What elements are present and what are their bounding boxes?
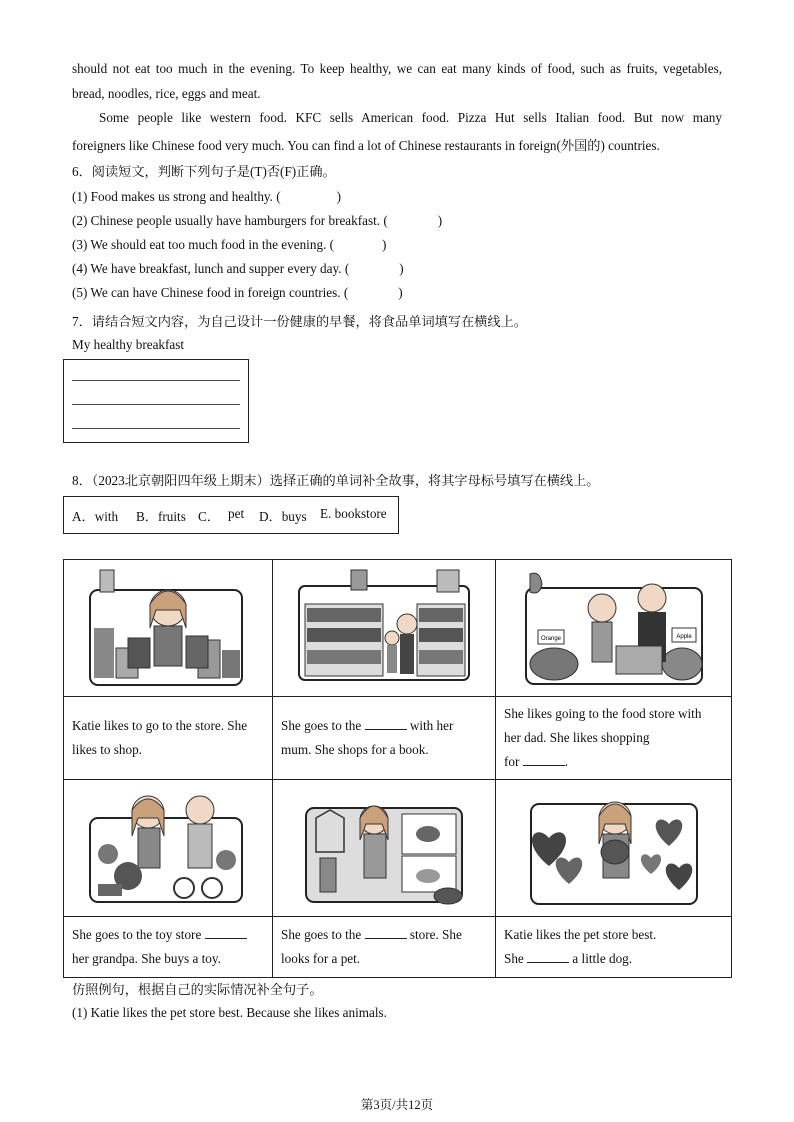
option-c: C． (198, 509, 220, 524)
picture-shopping (64, 560, 273, 697)
passage-paragraph-2-line-2: foreigners like Chinese food very much. You can find a lot of Chinese restaurants in foreign(外国的) countries. (72, 138, 660, 153)
word-options-box (63, 496, 399, 534)
question-8-instruction: 8．（2023北京朝阳四年级上期末）选择正确的单词补全故事，将其字母标号填写在横线上。 (72, 473, 600, 488)
passage-paragraph-2-line-1: Some people like western food. KFC sells American food. Pizza Hut sells Italian food. But now many (99, 110, 722, 125)
question-6-item-1: (1) Food makes us strong and healthy. ( ) (72, 189, 342, 204)
option-e: E. bookstore (320, 506, 387, 521)
picture-pet-store (273, 780, 496, 917)
question-6-item-2: (2) Chinese people usually have hamburgers for breakfast. ( ) (72, 213, 443, 228)
question-6-item-3: (3) We should eat too much food in the evening. ( ) (72, 237, 387, 252)
girl-with-dog-illustration (529, 788, 699, 908)
story-cell-1: Katie likes to go to the store. She likes to shop. (64, 697, 273, 780)
answer-line[interactable] (72, 428, 240, 429)
story-table (63, 559, 732, 978)
picture-hearts-dog (496, 780, 732, 917)
passage-line-1: should not eat too much in the evening. To keep healthy, we can eat many kinds of food, such as fruits, vegetables, (72, 61, 722, 76)
pet-store-illustration (302, 788, 467, 908)
orange-sign-label: Orange (540, 636, 561, 642)
apple-sign-label: Apple (675, 634, 692, 640)
passage-line-2: bread, noodles, rice, eggs and meat. (72, 86, 261, 101)
bookstore-illustration (297, 568, 472, 688)
toy-store-illustration (88, 788, 248, 908)
option-a: A．with (72, 509, 119, 524)
picture-toy-store (64, 780, 273, 917)
shopping-girl-illustration (88, 568, 248, 688)
answer-blank[interactable] (205, 926, 247, 939)
story-cell-2: She goes to the with her mum. She shops for a book. (273, 697, 496, 780)
answer-blank[interactable] (527, 950, 569, 963)
question-6-item-5: (5) We can have Chinese food in foreign countries. ( ) (72, 285, 403, 300)
story-cell-3: She likes going to the food store with her dad. She likes shopping for . (496, 697, 732, 780)
answer-blank[interactable] (365, 926, 407, 939)
example-instruction: 仿照例句，根据自己的实际情况补全句子。 (72, 982, 323, 997)
example-item-1: (1) Katie likes the pet store best. Because she likes animals. (72, 1005, 387, 1020)
breakfast-box-title: My healthy breakfast (72, 337, 185, 352)
question-6-item-4: (4) We have breakfast, lunch and supper every day. ( ) (72, 261, 404, 276)
answer-line[interactable] (72, 404, 240, 405)
answer-line[interactable] (72, 380, 240, 381)
picture-bookstore (273, 560, 496, 697)
question-7-instruction: 7．请结合短文内容，为自己设计一份健康的早餐，将食品单词填写在横线上。 (72, 314, 527, 329)
answer-blank[interactable] (365, 717, 407, 730)
food-store-illustration (524, 568, 704, 688)
breakfast-answer-box (63, 359, 249, 443)
page-footer: 第3页/共12页 (360, 1098, 434, 1112)
option-b: B．fruits (136, 509, 186, 524)
option-d: D．buys (259, 509, 307, 524)
picture-food-store (496, 560, 732, 697)
story-cell-5: She goes to the store. She looks for a pet. (273, 917, 496, 978)
story-cell-6: Katie likes the pet store best. She a little dog. (496, 917, 732, 978)
story-cell-4: She goes to the toy store her grandpa. She buys a toy. (64, 917, 273, 978)
option-c-word: pet (228, 506, 245, 521)
question-6-instruction: 6．阅读短文，判断下列句子是(T)否(F)正确。 (72, 164, 336, 179)
answer-blank[interactable] (523, 753, 565, 766)
